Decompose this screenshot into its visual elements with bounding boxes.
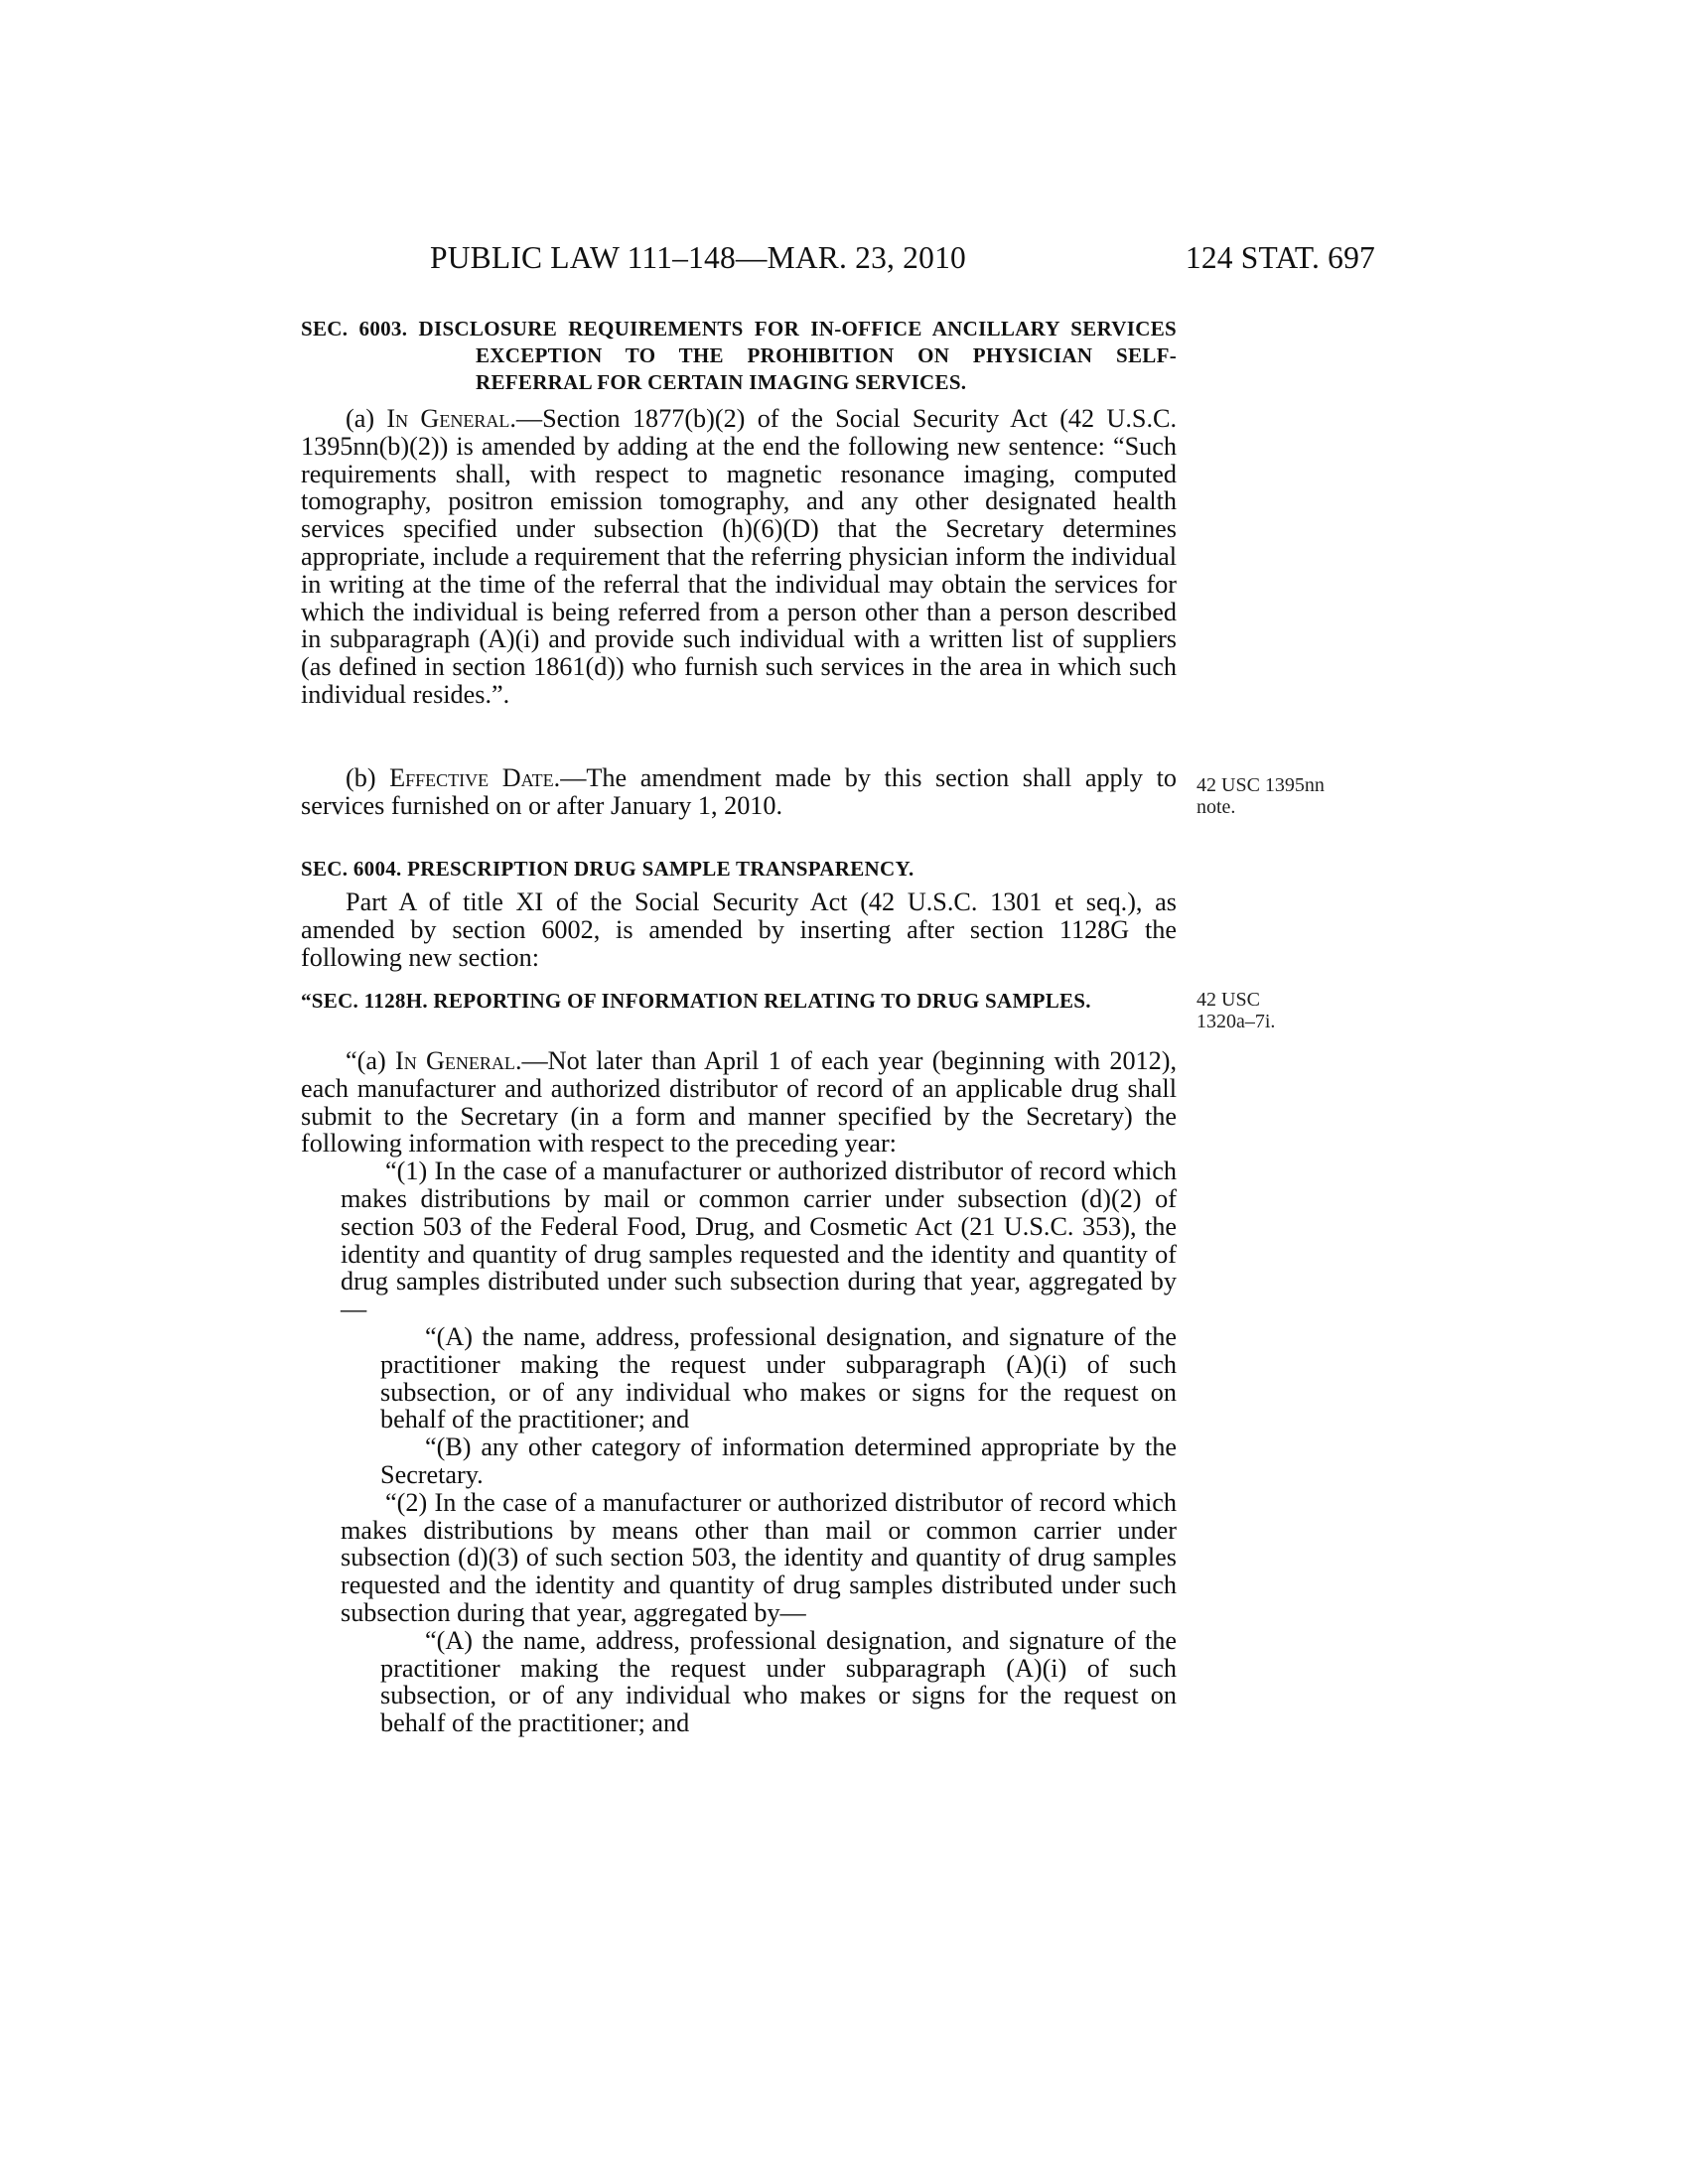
subsection-a: “(a) In General.—Not later than April 1 of each year (beginning with 2012), each manufacturer and authorized distributor of record of an applicable drug shall submit to the Secretary (in a form and manner specified by the Secretary) the following information with respect to the preceding year: xyxy=(301,1046,1178,1159)
paragraph-1B: “(B) any other category of information determined appropriate by the Secretary. xyxy=(380,1433,1177,1489)
running-header xyxy=(301,240,1375,290)
section-6003-subsection-b: (b) Effective Date.—The amendment made by this section shall apply to services furnished on or after January 1, 2010. xyxy=(301,763,1177,820)
section-1128h-body xyxy=(301,1047,1177,1737)
section-6003-subsection-a: (a) In General.—Section 1877(b)(2) of the Social Security Act (42 U.S.C. 1395nn(b)(2)) is amended by adding at the end the following new sentence: “Such requirements shall, with respect to magnetic resonance imaging, computed tomography, positron emission tomography, and any other designated health services specified under subsection (h)(6)(D) that the Secretary determines appropriate, include a requirement that the referring physician inform the individual in writing at the time of the referral that the individual may obtain the services for which the individual is being referred from a person other than a person described in subparagraph (A)(i) and provide such individual with a written list of suppliers (as defined in section 1861(d)) who furnish such services in the area in which such individual resides.”. xyxy=(301,404,1178,709)
section-6004-heading: SEC. 6004. PRESCRIPTION DRUG SAMPLE TRANSPARENCY. xyxy=(301,857,914,881)
caption-in-general: In General xyxy=(386,404,510,433)
paragraph-1: “(1) In the case of a manufacturer or authorized distributor of record which makes distributions by mail or common carrier under subsection (d)(2) of section 503 of the Federal Food, Drug, and Cosmetic Act (21 U.S.C. 353), the identity and quantity of drug samples requested and the identity and quantity of drug samples distributed under such subsection during that year, aggregated by— xyxy=(341,1157,1177,1324)
caption-in-general-2: In General xyxy=(395,1046,515,1075)
section-1128h-heading: “SEC. 1128H. REPORTING OF INFORMATION RELATING TO DRUG SAMPLES. xyxy=(301,989,1091,1013)
paragraph-1A: “(A) the name, address, professional designation, and signature of the practitioner making the request under subparagraph (A)(i) of such subsection, or of any individual who makes or signs for the request on behalf of the practitioner; and xyxy=(380,1321,1177,1434)
paragraph-2: “(2) In the case of a manufacturer or authorized distributor of record which makes distributions by means other than mail or common carrier under subsection (d)(3) of such section 503, the identity and quantity of drug samples requested and the identity and quantity of drug samples distributed under such subsection during that year, aggregated by— xyxy=(341,1487,1177,1627)
section-6004-intro: Part A of title XI of the Social Security Act (42 U.S.C. 1301 et seq.), as amended by section 6002, is amended by inserting after section 1128G the following new section: xyxy=(301,887,1177,972)
header-title: PUBLIC LAW 111–148—MAR. 23, 2010 xyxy=(430,240,966,275)
header-page-number: 124 STAT. 697 xyxy=(1185,240,1375,275)
margin-note-1320a-7i: 42 USC 1320a–7i. xyxy=(1196,989,1276,1032)
margin-note-1395nn: 42 USC 1395nn note. xyxy=(1196,774,1325,818)
caption-effective-date: Effective Date xyxy=(389,763,554,792)
paragraph-2A: “(A) the name, address, professional designation, and signature of the practitioner making the request under subparagraph (A)(i) of such subsection, or of any individual who makes or signs for the request on behalf of the practitioner; and xyxy=(380,1625,1177,1738)
section-6003-heading: SEC. 6003. DISCLOSURE REQUIREMENTS FOR IN-OFFICE ANCILLARY SERVICES EXCEPTION TO THE PROHIBITION ON PHYSICIAN SELF-REFERRAL FOR CERTAIN IMAGING SERVICES. xyxy=(301,317,1177,394)
